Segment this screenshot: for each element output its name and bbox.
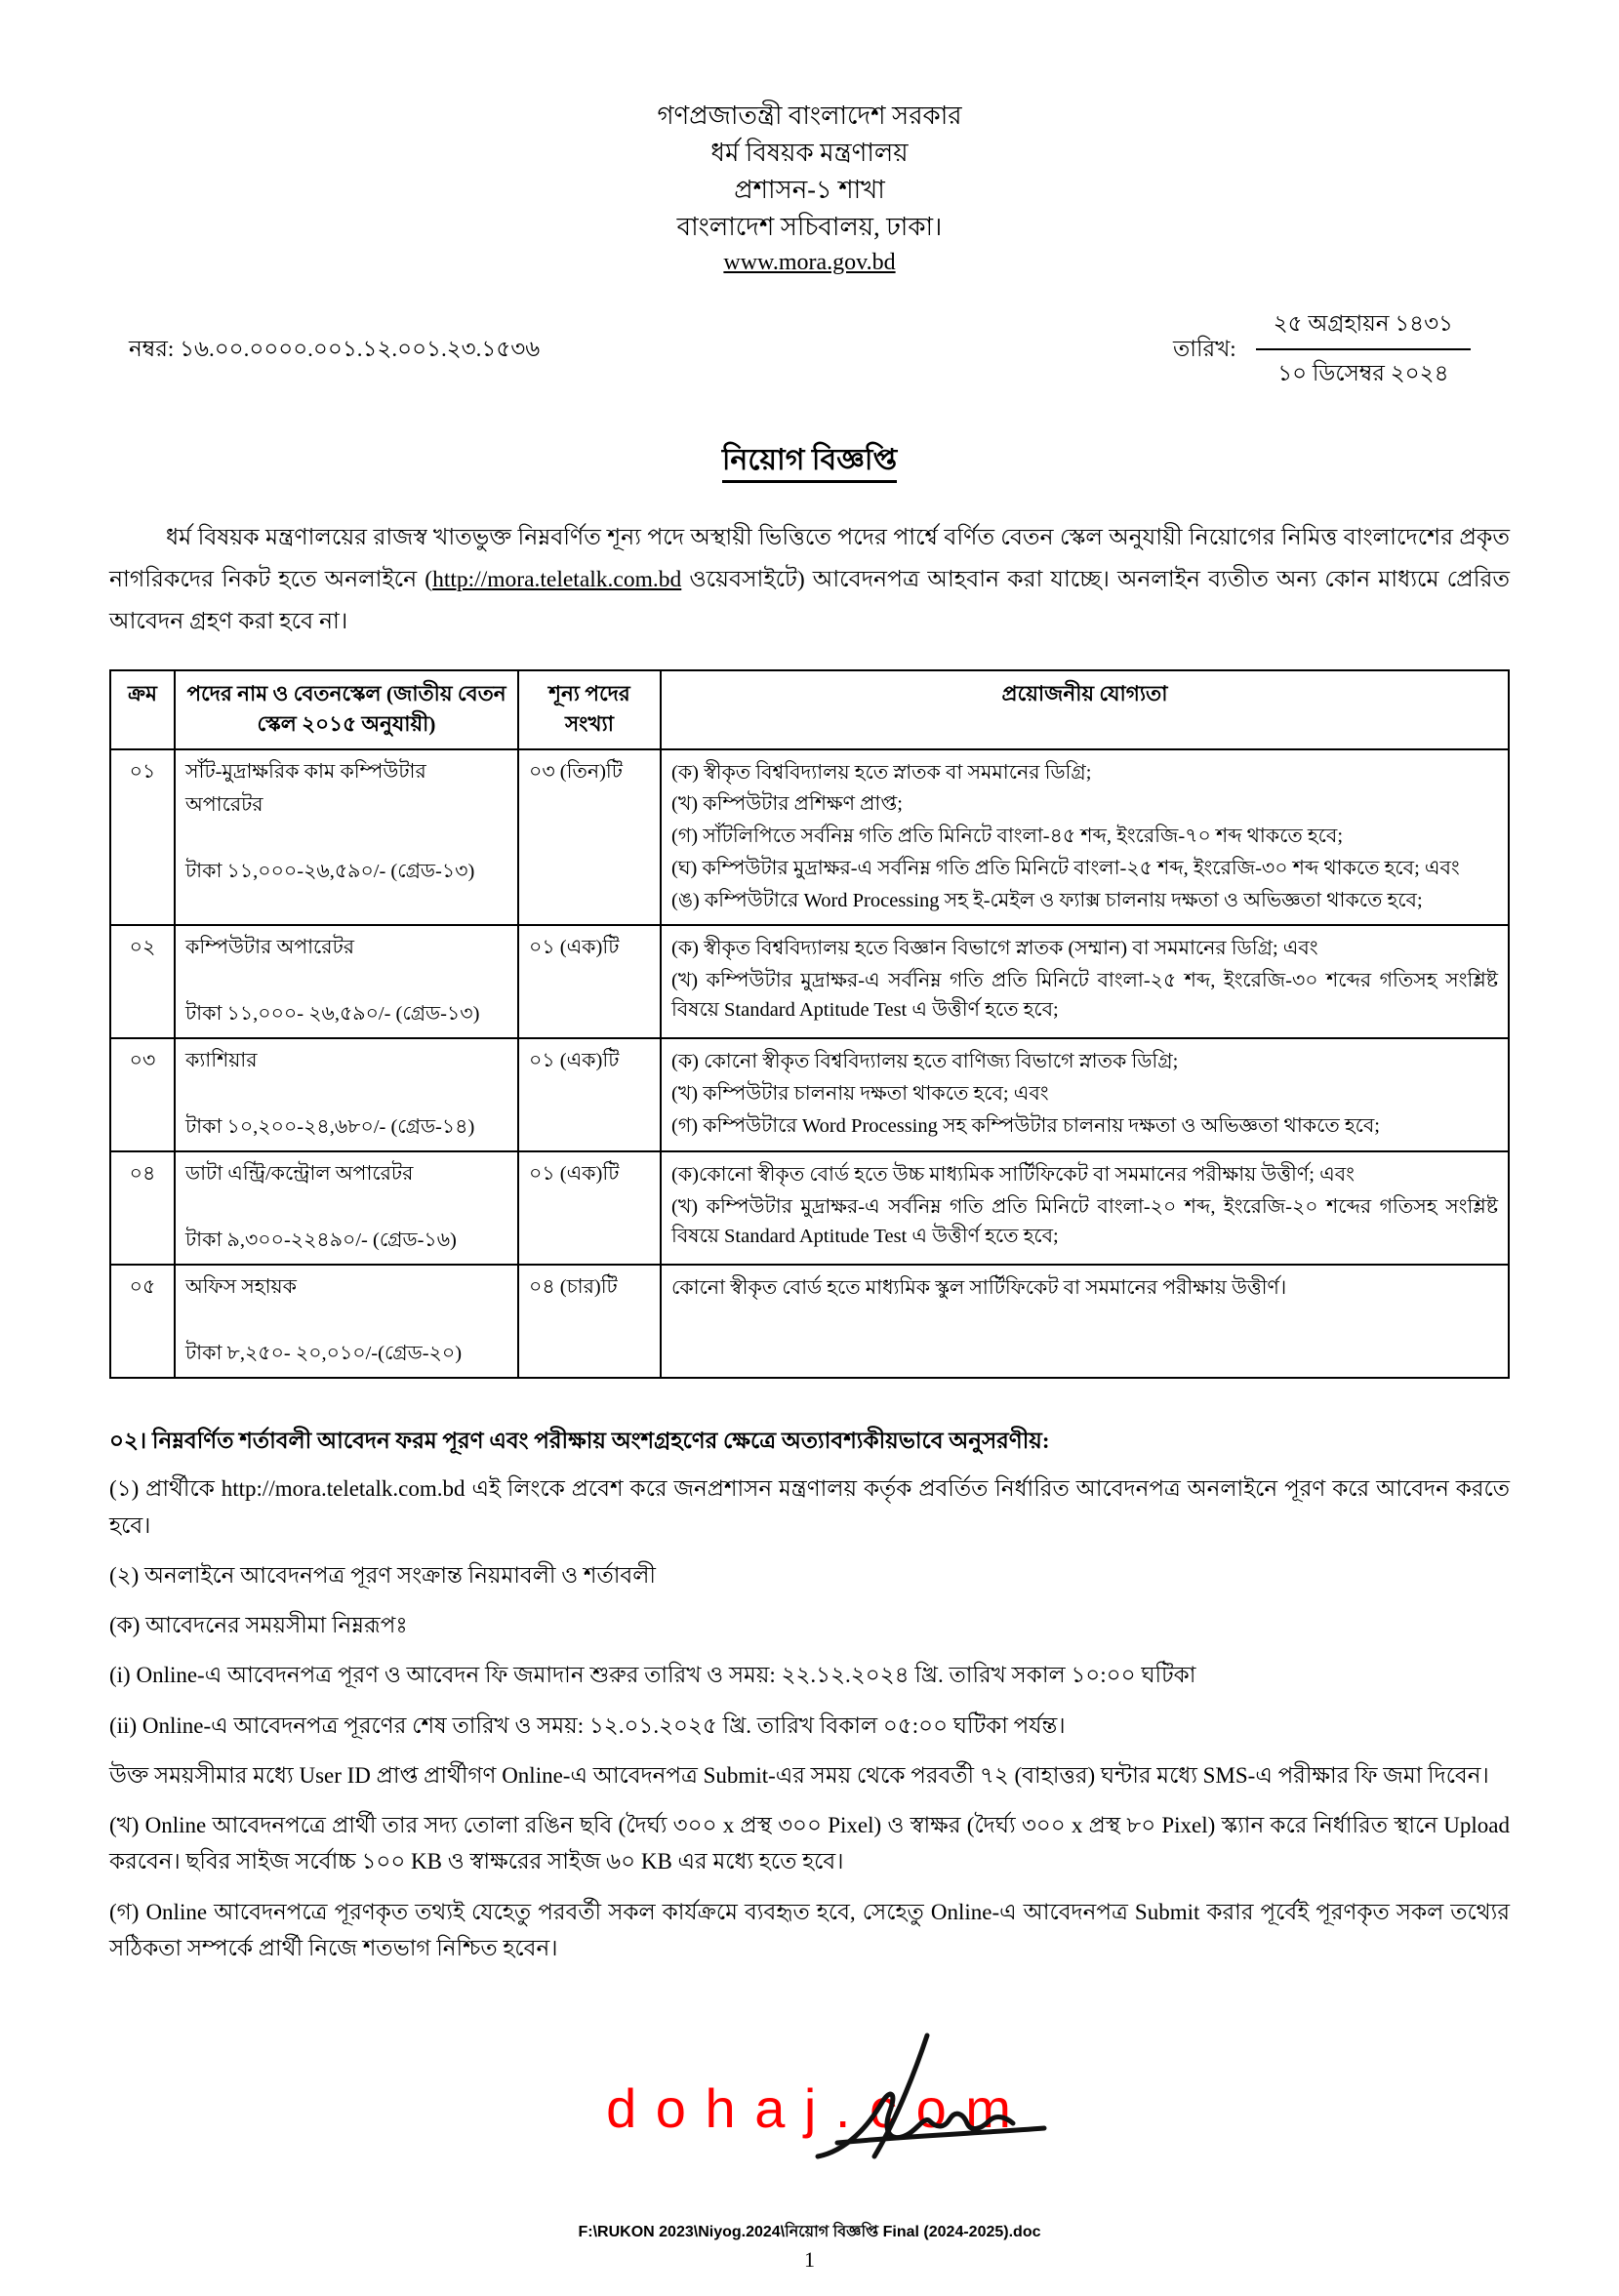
instruction-item-2: (২) অনলাইনে আবেদনপত্র পূরণ সংক্রান্ত নিয়মাবলী ও শর্তাবলী <box>109 1562 656 1588</box>
intro-text-pre: ধর্ম বিষয়ক মন্ত্রণালয়ের রাজস্ব খাতভুক্ত নিম্নবর্ণিত শূন্য পদে অস্থায়ী ভিত্তিতে পদের পার্শ্বে বর্ণিত বেতন স্কেল অনুযায়ী নিয়োগের নিমিত্ত বাংলাদেশের প্রকৃত নাগরিকদের নিকট হতে অনলাইনে ( <box>109 525 1510 592</box>
qualification-line: কোনো স্বীকৃত বোর্ড হতে মাধ্যমিক স্কুল সার্টিফিকেট বা সমমানের পরীক্ষায় উত্তীর্ণ। <box>671 1277 1287 1300</box>
qualification-cell <box>661 1038 1509 1151</box>
table-row <box>110 1265 1509 1378</box>
post-pay-scale: টাকা ৯,৩০০-২২৪৯০/- (গ্রেড-১৬) <box>185 1229 457 1252</box>
qualification-line: (গ) সাঁটলিপিতে সর্বনিম্ন গতি প্রতি মিনিটে বাংলা-৪৫ শব্দ, ইংরেজি-৭০ শব্দ থাকতে হবে; <box>671 826 1344 848</box>
row-vacancy: ০১ (এক)টি <box>518 1151 661 1265</box>
qualification-cell <box>661 1265 1509 1378</box>
page-number: 1 <box>804 2247 815 2272</box>
instruction-item-ii: (ii) Online-এ আবেদনপত্র পূরণের শেষ তারিখ ও সময়: ১২.০১.২০২৫ খ্রি. তারিখ বিকাল ০৫:০০ ঘটিকা পর্যন্ত। <box>109 1712 1066 1738</box>
recruitment-notice-title: নিয়োগ বিজ্ঞপ্তি <box>722 444 897 483</box>
row-vacancy: ০১ (এক)টি <box>518 925 661 1038</box>
date-fraction <box>1256 305 1471 393</box>
post-cell <box>175 749 518 926</box>
government-name: গণপ্রজাতন্ত্রী বাংলাদেশ সরকার <box>657 101 962 130</box>
post-name: ডাটা এন্ট্রি/কন্ট্রোল অপারেটর <box>185 1163 414 1186</box>
post-name: কম্পিউটার অপারেটর <box>185 937 355 959</box>
post-name: সাঁট-মুদ্রাক্ষরিক কাম কম্পিউটার অপারেটর <box>185 760 426 816</box>
row-serial: ০৪ <box>110 1151 175 1265</box>
table-row <box>110 1038 1509 1151</box>
memo-number-line <box>109 331 540 369</box>
reference-row <box>109 305 1510 393</box>
qualification-line: (ক) কোনো স্বীকৃত বিশ্ববিদ্যালয় হতে বাণিজ্য বিভাগে স্নাতক ডিগ্রি; <box>671 1051 1179 1073</box>
post-name: অফিস সহায়ক <box>185 1276 297 1299</box>
column-header-vacancy: শূন্য পদের সংখ্যা <box>518 670 661 748</box>
qualification-line: (ক) স্বীকৃত বিশ্ববিদ্যালয় হতে স্নাতক বা সমমানের ডিগ্রি; <box>671 761 1092 784</box>
date-block <box>1173 305 1471 393</box>
memo-label: নম্বর: <box>129 336 175 361</box>
conditions-heading: ০২। নিম্নবর্ণিত শর্তাবলী আবেদন ফরম পূরণ এবং পরীক্ষায় অংশগ্রহণের ক্ষেত্রে অত্যাবশ্যকীয়ভাবে অনুসরণীয়: <box>109 1429 1050 1454</box>
website-link[interactable]: www.mora.gov.bd <box>723 250 896 275</box>
table-row <box>110 749 1509 926</box>
ministry-name: ধর্ম বিষয়ক মন্ত্রণালয় <box>710 139 909 167</box>
post-cell <box>175 925 518 1038</box>
row-vacancy: ০১ (এক)টি <box>518 1038 661 1151</box>
instruction-item-ga: (গ) Online আবেদনপত্রে পূরণকৃত তথ্যই যেহেতু পরবর্তী সকল কার্যক্রমে ব্যবহৃত হবে, সেহেতু Online-এ আবেদনপত্র Submit করার পূর্বেই পূরণকৃত সকল তথ্যের সঠিকতা সম্পর্কে প্রার্থী নিজে শতভাগ নিশ্চিত হবেন। <box>109 1899 1510 1960</box>
instruction-item-kha: (খ) Online আবেদনপত্রে প্রার্থী তার সদ্য তোলা রঙিন ছবি (দৈর্ঘ্য ৩০০ x প্রস্থ ৩০০ Pixel) ও স্বাক্ষর (দৈর্ঘ্য ৩০০ x প্রস্থ ৮০ Pixel) স্ক্যান করে নির্ধারিত স্থানে Upload করবেন। ছবির সাইজ সর্বোচ্চ ১০০ KB ও স্বাক্ষরের সাইজ ৬০ KB এর মধ্যে হতে হবে। <box>109 1813 1510 1874</box>
watermark-text: d o h a j . c o m <box>606 2077 1013 2139</box>
post-cell <box>175 1265 518 1378</box>
post-name: ক্যাশিয়ার <box>185 1050 258 1072</box>
qualification-line: (খ) কম্পিউটার মুদ্রাক্ষর-এ সর্বনিম্ন গতি প্রতি মিনিটে বাংলা-২০ শব্দ, ইংরেজি-২০ শব্দের গতিসহ সংশ্লিষ্ট বিষয়ে Standard Aptitude Test এ উত্তীর্ণ হতে হবে; <box>671 1195 1498 1247</box>
letterhead <box>109 98 1510 276</box>
row-vacancy: ০৪ (চার)টি <box>518 1265 661 1378</box>
qualification-line: (খ) কম্পিউটার চালনায় দক্ষতা থাকতে হবে; এবং <box>671 1082 1049 1105</box>
qualification-line: (ক) স্বীকৃত বিশ্ববিদ্যালয় হতে বিজ্ঞান বিভাগে স্নাতক (সম্মান) বা সমমানের ডিগ্রি; এবং <box>671 938 1318 960</box>
post-cell <box>175 1151 518 1265</box>
row-serial: ০২ <box>110 925 175 1038</box>
qualification-cell <box>661 925 1509 1038</box>
date-gregorian: ১০ ডিসেম্বর ২০২৪ <box>1277 361 1449 385</box>
conditions-section <box>109 1426 1510 1966</box>
address-line: বাংলাদেশ সচিবালয়, ঢাকা। <box>676 213 943 241</box>
post-pay-scale: টাকা ১০,২০০-২৪,৬৮০/- (গ্রেড-১৪) <box>185 1116 475 1139</box>
footer-file-path: F:\RUKON 2023\Niyog.2024\নিয়োগ বিজ্ঞপ্তি Final (2024-2025).doc <box>578 2224 1041 2240</box>
qualification-line: (খ) কম্পিউটার মুদ্রাক্ষর-এ সর্বনিম্ন গতি প্রতি মিনিটে বাংলা-২৫ শব্দ, ইংরেজি-৩০ শব্দের গতিসহ সংশ্লিষ্ট বিষয়ে Standard Aptitude Test এ উত্তীর্ণ হতে হবে; <box>671 969 1498 1021</box>
table-row <box>110 925 1509 1038</box>
signature-scribble <box>781 2028 1093 2174</box>
page-title <box>109 436 1510 486</box>
date-label: তারিখ: <box>1173 336 1236 361</box>
table-row <box>110 1151 1509 1265</box>
page-footer <box>0 2219 1619 2273</box>
date-bangla: ২৫ অগ্রহায়ন ১৪৩১ <box>1256 305 1471 350</box>
qualification-line: (গ) কম্পিউটারে Word Processing সহ কম্পিউটার চালনায় দক্ষতা ও অভিজ্ঞতা থাকতে হবে; <box>671 1114 1380 1137</box>
instruction-item-i: (i) Online-এ আবেদনপত্র পূরণ ও আবেদন ফি জমাদান শুরুর তারিখ ও সময়: ২২.১২.২০২৪ খ্রি. তারিখ সকাল ১০:০০ ঘটিকা <box>109 1663 1196 1688</box>
instruction-item-ka: (ক) আবেদনের সময়সীমা নিম্নরূপঃ <box>109 1613 408 1638</box>
branch-name: প্রশাসন-১ শাখা <box>734 176 885 204</box>
instruction-item-1: (১) প্রার্থীকে http://mora.teletalk.com.bd এই লিংকে প্রবেশ করে জনপ্রশাসন মন্ত্রণালয় কর্তৃক প্রবর্তিত নির্ধারিত আবেদনপত্র অনলাইনে পূরণ করে আবেদন করতে হবে। <box>109 1476 1510 1538</box>
column-header-qualification: প্রয়োজনীয় যোগ্যতা <box>661 670 1509 748</box>
memo-number: ১৬.০০.০০০০.০০১.১২.০০১.২৩.১৫৩৬ <box>180 336 541 361</box>
row-serial: ০৫ <box>110 1265 175 1378</box>
post-pay-scale: টাকা ১১,০০০-২৬,৫৯০/- (গ্রেড-১৩) <box>185 860 475 882</box>
teletalk-url[interactable]: http://mora.teletalk.com.bd <box>432 566 682 592</box>
column-header-post: পদের নাম ও বেতনস্কেল (জাতীয় বেতন স্কেল ২০১৫ অনুযায়ী) <box>175 670 518 748</box>
qualification-line: (খ) কম্পিউটার প্রশিক্ষণ প্রাপ্ত; <box>671 793 903 816</box>
post-cell <box>175 1038 518 1151</box>
table-header-row <box>110 670 1509 748</box>
intro-text-post: ওয়েবসাইটে) আবেদনপত্র আহবান করা যাচ্ছে। অনলাইন ব্যতীত অন্য কোন মাধ্যমে প্রেরিত আবেদন গ্রহণ করা হবে না। <box>109 566 1511 634</box>
intro-paragraph <box>109 517 1510 642</box>
qualification-cell <box>661 749 1509 926</box>
column-header-serial: ক্রম <box>110 670 175 748</box>
row-serial: ০১ <box>110 749 175 926</box>
instruction-item-note: উক্ত সময়সীমার মধ্যে User ID প্রাপ্ত প্রার্থীগণ Online-এ আবেদনপত্র Submit-এর সময় থেকে পরবর্তী ৭২ (বাহাত্তর) ঘন্টার মধ্যে SMS-এ পরীক্ষার ফি জমা দিবেন। <box>109 1762 1489 1788</box>
post-pay-scale: টাকা ৮,২৫০- ২০,০১০/-(গ্রেড-২০) <box>185 1343 463 1365</box>
qualification-line: (ক)কোনো স্বীকৃত বোর্ড হতে উচ্চ মাধ্যমিক সার্টিফিকেট বা সমমানের পরীক্ষায় উত্তীর্ণ; এবং <box>671 1164 1355 1187</box>
qualification-line: (ঙ) কম্পিউটারে Word Processing সহ ই-মেইল ও ফ্যাক্স চালনায় দক্ষতা ও অভিজ্ঞতা থাকতে হবে; <box>671 889 1423 911</box>
row-serial: ০৩ <box>110 1038 175 1151</box>
post-pay-scale: টাকা ১১,০০০- ২৬,৫৯০/- (গ্রেড-১৩) <box>185 1003 480 1026</box>
qualification-cell <box>661 1151 1509 1265</box>
vacancy-table <box>109 669 1510 1379</box>
row-vacancy: ০৩ (তিন)টি <box>518 749 661 926</box>
qualification-line: (ঘ) কম্পিউটার মুদ্রাক্ষর-এ সর্বনিম্ন গতি প্রতি মিনিটে বাংলা-২৫ শব্দ, ইংরেজি-৩০ শব্দ থাকতে হবে; এবং <box>671 857 1460 879</box>
